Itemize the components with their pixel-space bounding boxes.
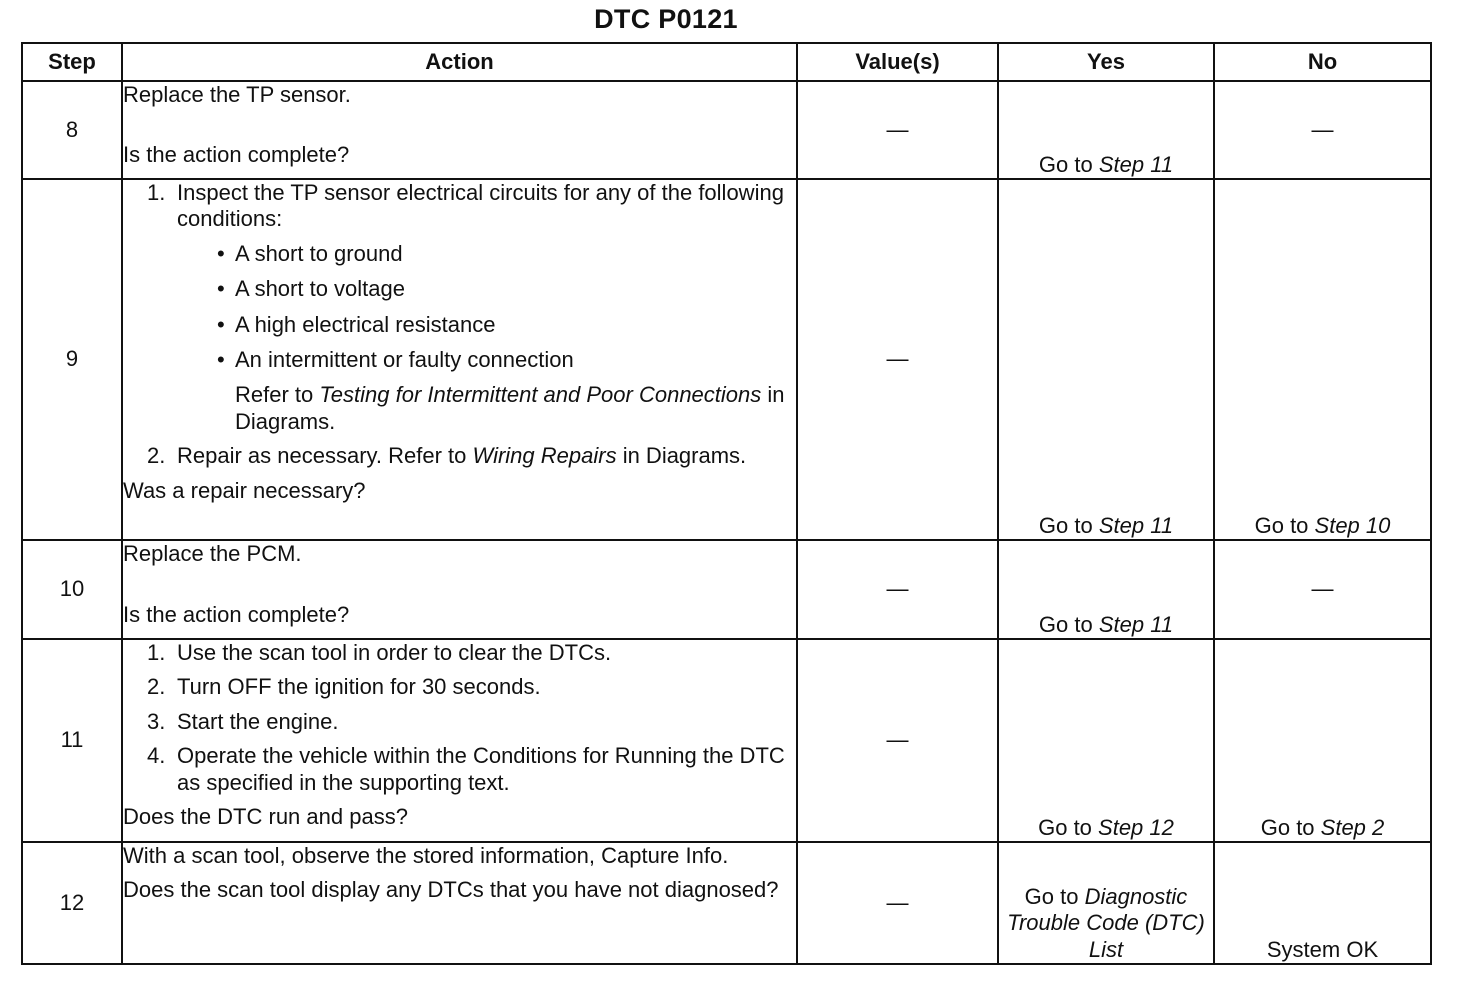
header-action: Action xyxy=(122,43,797,81)
condition-item: • An intermittent or faulty connection xyxy=(211,347,796,373)
yes-link[interactable]: Step 11 xyxy=(1098,512,1174,538)
action-question: Is the action complete? xyxy=(123,601,350,627)
step-number: 9 xyxy=(22,179,122,540)
table-row-step-8 xyxy=(22,81,1431,179)
action-step-text: Operate the vehicle within the Conditions for Running the DTC as specified in the supporting text. xyxy=(177,743,785,795)
condition-item: • A short to ground xyxy=(211,241,796,267)
condition-item: • A high electrical resistance xyxy=(211,312,796,338)
page-title: DTC P0121 xyxy=(594,4,738,34)
header-no: No xyxy=(1214,43,1431,81)
action-steps xyxy=(123,180,796,470)
no-cell: — xyxy=(1214,81,1431,179)
action-step-item xyxy=(147,640,796,666)
table-row-step-11 xyxy=(22,639,1431,842)
action-step-number: 4. xyxy=(147,743,166,769)
yes-prefix: Go to xyxy=(1038,611,1099,637)
refer-link[interactable]: Testing for Intermittent and Poor Connections xyxy=(319,382,762,408)
header-step: Step xyxy=(22,43,122,81)
value-cell: — xyxy=(797,540,998,639)
action-step-text: Use the scan tool in order to clear the DTCs. xyxy=(177,640,612,665)
action-step-suffix: in Diagrams. xyxy=(616,443,747,469)
yes-cell[interactable] xyxy=(998,540,1214,639)
no-prefix: Go to xyxy=(1254,512,1315,538)
action-step-text: Inspect the TP sensor electrical circuits for any of the following conditions: xyxy=(177,180,784,232)
action-step-item xyxy=(147,180,796,435)
step-number: 10 xyxy=(22,540,122,639)
yes-prefix: Go to xyxy=(1038,151,1099,177)
table-row-step-9 xyxy=(22,179,1431,540)
no-cell: — xyxy=(1214,540,1431,639)
value-cell: — xyxy=(797,639,998,842)
value-cell: — xyxy=(797,842,998,964)
action-text: Replace the PCM. xyxy=(123,541,302,566)
action-cell xyxy=(122,540,797,639)
action-question: Does the DTC run and pass? xyxy=(123,803,408,829)
dtc-table xyxy=(21,42,1432,965)
no-cell[interactable] xyxy=(1214,179,1431,540)
condition-item: • A short to voltage xyxy=(211,276,796,302)
step-number: 11 xyxy=(22,639,122,842)
value-cell: — xyxy=(797,179,998,540)
wiring-repairs-link[interactable]: Wiring Repairs xyxy=(472,443,617,469)
action-step-number: 1. xyxy=(147,640,166,665)
no-cell: System OK xyxy=(1214,842,1431,964)
action-cell xyxy=(122,81,797,179)
yes-cell[interactable] xyxy=(998,639,1214,842)
yes-cell[interactable] xyxy=(998,81,1214,179)
action-step-number: 2. xyxy=(147,443,166,469)
condition-list xyxy=(177,241,796,374)
action-step-prefix: Repair as necessary. Refer to xyxy=(177,443,473,469)
header-row xyxy=(22,43,1431,81)
action-question: Is the action complete? xyxy=(123,141,350,167)
table-row-step-10 xyxy=(22,540,1431,639)
table-row-step-12 xyxy=(22,842,1431,964)
yes-link[interactable]: Step 12 xyxy=(1098,814,1174,840)
refer-prefix: Refer to xyxy=(235,382,320,408)
no-prefix: Go to xyxy=(1260,814,1321,840)
step-number: 12 xyxy=(22,842,122,964)
action-step-item xyxy=(147,443,796,469)
yes-link[interactable]: Step 11 xyxy=(1098,611,1174,637)
yes-cell[interactable] xyxy=(998,179,1214,540)
action-text: With a scan tool, observe the stored information, Capture Info. xyxy=(123,843,729,868)
action-step-item xyxy=(147,674,796,700)
action-step-number: 3. xyxy=(147,708,166,734)
action-step-text: Turn OFF the ignition for 30 seconds. xyxy=(177,674,541,700)
action-cell xyxy=(122,842,797,964)
yes-prefix: Go to xyxy=(1038,814,1099,840)
action-step-number: 1. xyxy=(147,180,166,205)
action-question: Does the scan tool display any DTCs that you have not diagnosed? xyxy=(123,877,779,903)
no-link[interactable]: Step 2 xyxy=(1320,814,1385,840)
step-number: 8 xyxy=(22,81,122,179)
action-text: Replace the TP sensor. xyxy=(123,82,351,107)
no-cell[interactable] xyxy=(1214,639,1431,842)
yes-prefix: Go to xyxy=(1038,512,1099,538)
header-yes: Yes xyxy=(998,43,1214,81)
action-step-text: Start the engine. xyxy=(177,708,339,734)
header-values: Value(s) xyxy=(797,43,998,81)
yes-link[interactable]: Step 11 xyxy=(1098,151,1174,177)
action-step-item xyxy=(147,743,796,796)
action-cell xyxy=(122,639,797,842)
refer-text xyxy=(177,382,796,435)
yes-cell[interactable] xyxy=(998,842,1214,964)
action-question: Was a repair necessary? xyxy=(123,477,366,503)
yes-link[interactable]: Diagnostic Trouble Code (DTC) List xyxy=(1007,883,1205,962)
refer-suffix: in Diagrams. xyxy=(235,382,785,434)
action-cell xyxy=(122,179,797,540)
action-step-item xyxy=(147,709,796,735)
no-link[interactable]: Step 10 xyxy=(1314,512,1391,538)
action-steps xyxy=(123,640,796,796)
action-step-number: 2. xyxy=(147,674,166,700)
value-cell: — xyxy=(797,81,998,179)
yes-prefix: Go to xyxy=(1024,883,1085,909)
